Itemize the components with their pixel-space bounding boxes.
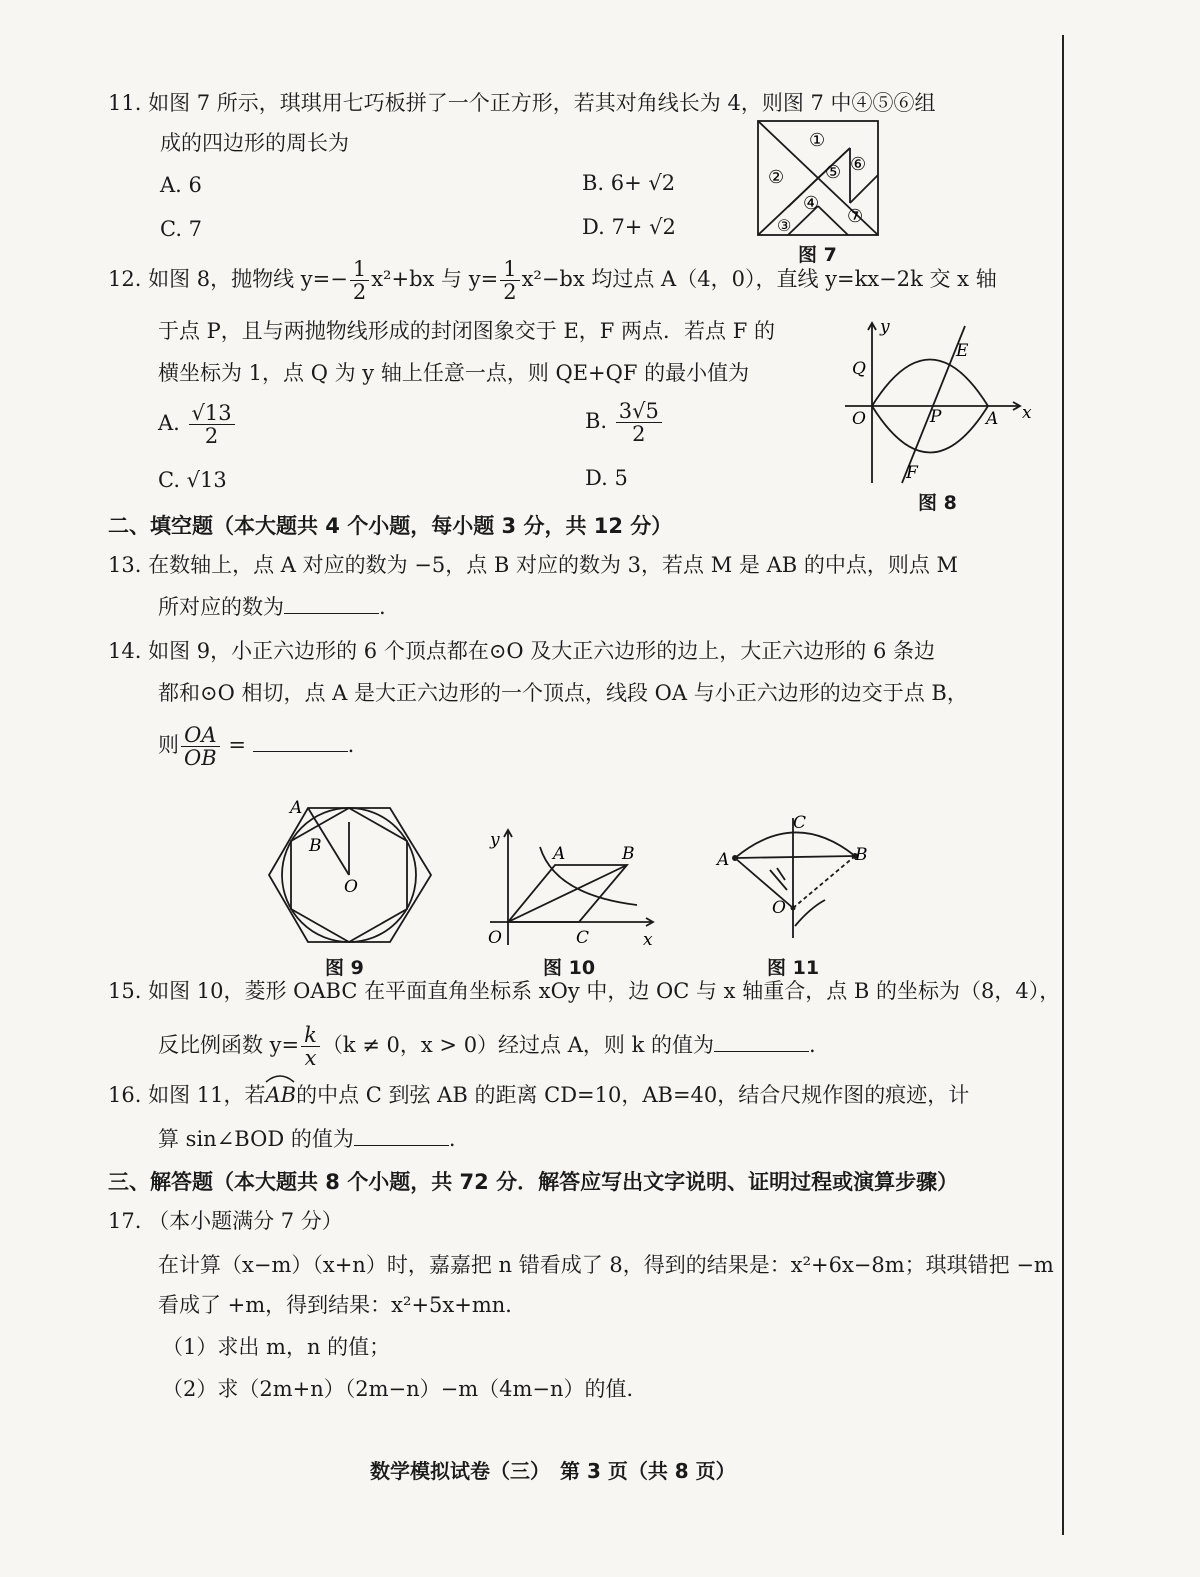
q12-line1-end: x²−bx 均过点 A（4，0），直线 y=kx−2k 交 x 轴 — [521, 267, 997, 291]
fig9-label-a: A — [290, 798, 303, 818]
fig8-label-p: P — [930, 407, 942, 427]
q15-frac-den: x — [304, 1046, 317, 1070]
figure-9-hexagons — [265, 795, 435, 945]
q16-line1-end: 的中点 C 到弦 AB 的距离 CD=10，AB=40，结合尺规作图的痕迹，计 — [296, 1083, 970, 1107]
q13-line2 — [158, 592, 386, 622]
q16-line2 — [158, 1124, 456, 1154]
q14-frac — [181, 724, 220, 769]
q14-line1: 14. 如图 9，小正六边形的 6 个顶点都在⊙O 及大正六边形的边上，大正六边形的 6 条边 — [108, 639, 936, 663]
fig10-label-b: B — [622, 844, 635, 864]
fig10-label-y: y — [490, 830, 500, 850]
q17-line1: 在计算（x−m）（x+n）时，嘉嘉把 n 错看成了 8，得到的结果是：x²+6x−8m；琪琪错把 −m — [158, 1253, 1054, 1277]
fig11-label-a: A — [717, 850, 730, 870]
q16-arc-text: AB — [265, 1083, 297, 1107]
q12-option-b-prefix: B. — [585, 409, 608, 433]
figure-7-tangram — [755, 118, 885, 240]
section-2-heading: 二、填空题（本大题共 4 个小题，每小题 3 分，共 12 分） — [108, 514, 673, 538]
q14-frac-num: OA — [181, 724, 220, 747]
q12-frac2-num: 1 — [500, 258, 519, 281]
q12-option-b — [585, 400, 664, 445]
q15-line2-start: 反比例函数 y= — [158, 1033, 300, 1057]
figure-7-label: 图 7 — [798, 244, 837, 266]
q12-option-a-frac — [189, 402, 235, 447]
q17-part1: （1）求出 m，n 的值； — [162, 1335, 391, 1359]
q15-line1: 15. 如图 10，菱形 OABC 在平面直角坐标系 xOy 中，边 OC 与 x 轴重合，点 B 的坐标为（8，4）， — [108, 979, 1061, 1003]
q12-option-a-prefix: A. — [158, 411, 180, 435]
q11-stem-line1: 11. 如图 7 所示，琪琪用七巧板拼了一个正方形，若其对角线长为 4，则图 7 中④⑤⑥组 — [108, 91, 936, 115]
tangram-piece-5: ⑤ — [825, 162, 842, 183]
q11-option-d: D. 7+ √2 — [582, 215, 676, 239]
q14-answer-blank[interactable] — [253, 751, 348, 752]
q14-eq: = — [228, 733, 246, 757]
q12-line1 — [108, 258, 997, 303]
tangram-piece-1: ① — [809, 130, 826, 151]
q12-option-a — [158, 402, 237, 447]
fig8-label-a: A — [986, 409, 999, 429]
q17-title: 17. （本小题满分 7 分） — [108, 1209, 343, 1233]
fig10-label-x: x — [643, 930, 653, 950]
tangram-piece-3: ③ — [777, 216, 792, 235]
section-3-heading: 三、解答题（本大题共 8 个小题，共 72 分．解答应写出文字说明、证明过程或演算步骤） — [108, 1170, 959, 1194]
q12-option-b-frac — [616, 400, 662, 445]
q14-line2: 都和⊙O 相切，点 A 是大正六边形的一个顶点，线段 OA 与小正六边形的边交于点 B， — [158, 681, 968, 705]
q15-frac — [301, 1024, 320, 1069]
tangram-piece-7: ⑦ — [847, 206, 864, 227]
q12-frac-2 — [500, 258, 519, 303]
q14-end: . — [347, 733, 355, 757]
fig10-label-o: O — [488, 928, 502, 948]
q12-frac2-den: 2 — [503, 280, 517, 304]
fig9-label-b: B — [309, 836, 322, 856]
q11-stem-line2: 成的四边形的周长为 — [160, 131, 349, 155]
q16-line2-text: 算 sin∠BOD 的值为 — [158, 1127, 354, 1151]
q12-option-b-den: 2 — [632, 422, 646, 446]
q16-arc-ab — [265, 1080, 296, 1110]
q11-option-a: A. 6 — [160, 173, 202, 197]
q12-option-b-num: 3√5 — [616, 400, 662, 423]
q14-frac-den: OB — [184, 746, 217, 770]
q14-line3 — [158, 724, 354, 769]
figure-9-label: 图 9 — [325, 957, 364, 979]
q12-line1-start: 12. 如图 8，抛物线 y=− — [108, 267, 348, 291]
fig11-label-b: B — [855, 845, 868, 865]
fig10-label-a: A — [553, 844, 566, 864]
q12-option-a-den: 2 — [204, 424, 219, 448]
q14-line3-prefix: 则 — [158, 733, 179, 757]
tangram-piece-4: ④ — [803, 193, 820, 214]
q15-end: . — [808, 1033, 816, 1057]
arc-mark-icon — [265, 1073, 295, 1083]
q12-option-d: D. 5 — [585, 466, 628, 490]
q17-part2: （2）求（2m+n）（2m−n）−m（4m−n）的值． — [162, 1377, 648, 1401]
fig10-label-c: C — [576, 928, 590, 948]
q15-frac-num: k — [301, 1024, 320, 1047]
fig11-label-o: O — [772, 898, 786, 918]
figure-10-rhombus — [485, 825, 660, 950]
tangram-piece-6: ⑥ — [850, 154, 867, 175]
q16-answer-blank[interactable] — [354, 1145, 449, 1146]
page-margin-line — [1062, 35, 1064, 1535]
q12-frac1-den: 2 — [352, 280, 367, 304]
q16-line1 — [108, 1080, 969, 1110]
fig8-label-q: Q — [852, 359, 866, 379]
q13-line2-text: 所对应的数为 — [158, 595, 284, 619]
q11-option-b: B. 6+ √2 — [582, 171, 676, 195]
figure-11-label: 图 11 — [767, 957, 820, 979]
q13-answer-blank[interactable] — [284, 613, 379, 614]
fig8-label-x: x — [1022, 403, 1032, 423]
q12-option-a-num: √13 — [189, 402, 235, 425]
q16-end: . — [448, 1127, 456, 1151]
fig8-label-y: y — [880, 318, 890, 337]
fig8-label-o: O — [852, 409, 866, 429]
page-footer: 数学模拟试卷（三） 第 3 页（共 8 页） — [370, 1459, 736, 1483]
q12-frac-1 — [350, 258, 369, 303]
fig9-label-o: O — [344, 877, 358, 897]
q13-end: . — [379, 595, 386, 619]
q12-frac1-num: 1 — [350, 258, 369, 281]
figure-8-parabolas — [840, 318, 1040, 488]
q16-line1-start: 16. 如图 11，若 — [108, 1083, 266, 1107]
tangram-piece-2: ② — [768, 167, 785, 188]
q11-option-c: C. 7 — [160, 217, 203, 241]
figure-8-label: 图 8 — [918, 492, 957, 514]
q17-line2: 看成了 +m，得到结果：x²+5x+mn． — [158, 1293, 527, 1317]
figure-10-label: 图 10 — [543, 957, 596, 979]
fig8-label-e: E — [956, 341, 969, 361]
figure-11-arc — [715, 808, 875, 948]
q12-line3: 横坐标为 1，点 Q 为 y 轴上任意一点，则 QE+QF 的最小值为 — [158, 361, 750, 385]
q12-line1-mid: x²+bx 与 y= — [371, 267, 499, 291]
fig8-label-f: F — [906, 463, 918, 483]
q15-answer-blank[interactable] — [714, 1051, 809, 1052]
fig11-label-c: C — [793, 813, 807, 833]
q15-line2-end: （k ≠ 0，x > 0）经过点 A，则 k 的值为 — [321, 1033, 714, 1057]
q12-line2: 于点 P，且与两抛物线形成的封闭图象交于 E，F 两点．若点 F 的 — [158, 319, 775, 343]
q13-line1: 13. 在数轴上，点 A 对应的数为 −5，点 B 对应的数为 3，若点 M 是 AB 的中点，则点 M — [108, 553, 959, 577]
q12-option-c: C. √13 — [158, 468, 227, 492]
q15-line2 — [158, 1024, 816, 1069]
